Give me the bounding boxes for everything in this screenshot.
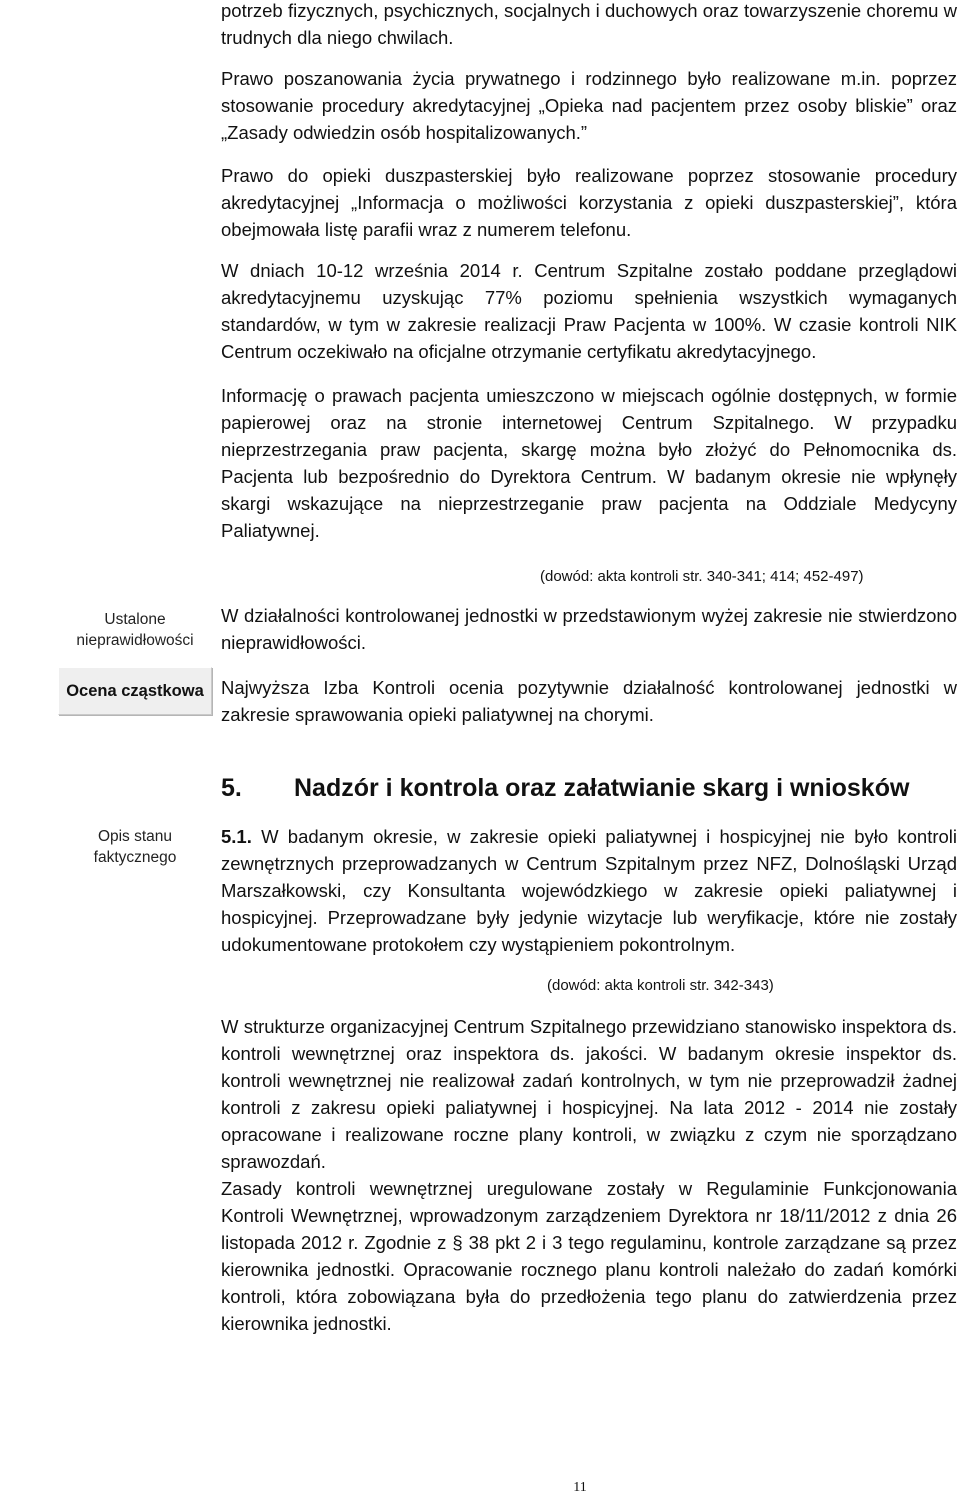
paragraph-accreditation: W dniach 10-12 września 2014 r. Centrum Szpitalne zostało poddane przeglądowi akredytacyjnemu uzyskując 77% poziomu spełnienia wszystkich wymaganych standardów, w tym w zakresie realizacji Praw Pacjenta w 100%. W czasie kontroli NIK Centrum oczekiwało na oficjalne otrzymanie certyfikatu akredytacyjnego. <box>221 260 957 362</box>
paragraph-block <box>221 823 957 958</box>
section-number: 5. <box>221 774 242 802</box>
paragraph-no-irregularities: W działalności kontrolowanej jednostki w przedstawionym wyżej zakresie nie stwierdzono nieprawidłowości. <box>221 605 957 653</box>
paragraph-assessment: Najwyższa Izba Kontroli ocenia pozytywnie działalność kontrolowanej jednostki w zakresie sprawowania opieki paliatywnej na chorymi. <box>221 677 957 725</box>
evidence-reference-2: (dowód: akta kontroli str. 342-343) <box>547 977 774 994</box>
paragraph-block <box>221 1013 957 1337</box>
partial-assessment-label: Ocena cząstkowa <box>66 681 204 700</box>
evidence-reference-1: (dowód: akta kontroli str. 340-341; 414; 452-497) <box>540 568 864 585</box>
paragraph-internal-control-rules: Zasady kontroli wewnętrznej uregulowane zostały w Regulaminie Funkcjonowania Kontroli Wewnętrznej, wprowadzonym zarządzeniem Dyrektora nr 18/11/2012 z dnia 26 listopada 2012 r. Zgodnie z § 38 pkt 2 i 3 tego regulaminu, kontrole zarządzane są przez kierownika jednostki. Opracowanie rocznego planu kontroli należało do zadań komórki kontroli, która zobowiązana była do przedłożenia tego planu do zatwierdzenia przez kierownika jednostki. <box>221 1178 957 1334</box>
paragraph-block <box>221 162 957 243</box>
section-title: Nadzór i kontrola oraz załatwianie skarg i wniosków <box>294 774 910 802</box>
paragraph-block <box>221 674 957 728</box>
subsection-text: W badanym okresie, w zakresie opieki paliatywnej i hospicyjnej nie było kontroli zewnętrznych przeprowadzanych w Centrum Szpitalnym przez NFZ, Dolnośląski Urząd Marszałkowski, czy Konsultanta wojewódzkiego w zakresie opieki paliatywnej i hospicyjnej. Przeprowadzane były jedynie wizytacje lub weryfikacje, które nie zostały udokumentowane protokołem czy wystąpieniem pokontrolnym. <box>221 826 957 955</box>
paragraph-patient-rights-info: Informację o prawach pacjenta umieszczono w miejscach ogólnie dostępnych, w formie papierowej oraz na stronie internetowej Centrum Szpitalnego. W przypadku nieprzestrzegania praw pacjenta, skargę można było złożyć do Pełnomocnika ds. Pacjenta lub bezpośrednio do Dyrektora Centrum. W badanym okresie nie wpłynęły skargi wskazujące na nieprzestrzeganie praw pacjenta na Oddziale Medycyny Paliatywnej. <box>221 385 957 541</box>
subsection-number: 5.1. <box>221 826 252 847</box>
paragraph-internal-control-structure: W strukturze organizacyjnej Centrum Szpitalnego przewidziano stanowisko inspektora ds. kontroli wewnętrznej oraz inspektora ds. jakości. W badanym okresie inspektor ds. kontroli wewnętrznej nie realizował zadań kontrolnych, w tym nie przeprowadził żadnej kontroli z zakresu opieki paliatywnej i hospicyjnej. Na lata 2012 - 2014 nie zostały opracowane i realizowane roczne plany kontroli, w związku z czym nie sporządzano sprawozdań. <box>221 1016 957 1172</box>
paragraph-5-1 <box>221 823 957 958</box>
paragraph-pastoral-care: Prawo do opieki duszpasterskiej było realizowane poprzez stosowanie procedury akredytacyjnej „Informacja o możliwości korzystania z opieki duszpasterskiej”, która obejmowała listę parafii wraz z numerem telefonu. <box>221 165 957 240</box>
partial-assessment-box <box>58 667 212 715</box>
section-heading <box>221 774 957 803</box>
side-label-irregularities: Ustalone nieprawidłowości <box>76 611 194 649</box>
paragraph-block-top <box>221 0 957 51</box>
paragraph-continued: potrzeb fizycznych, psychicznych, socjalnych i duchowych oraz towarzyszenie choremu w trudnych dla niego chwilach. <box>221 0 957 48</box>
paragraph-block <box>221 602 957 656</box>
paragraph-block <box>221 65 957 146</box>
paragraph-block <box>221 382 957 544</box>
paragraph-privacy: Prawo poszanowania życia prywatnego i rodzinnego było realizowane m.in. poprzez stosowanie procedury akredytacyjnej „Opieka nad pacjentem przez osoby bliskie” oraz „Zasady odwiedzin osób hospitalizowanych.” <box>221 68 957 143</box>
page-number: 11 <box>573 1480 587 1495</box>
paragraph-block <box>221 257 957 365</box>
side-label-factual-state: Opis stanu faktycznego <box>93 828 177 866</box>
